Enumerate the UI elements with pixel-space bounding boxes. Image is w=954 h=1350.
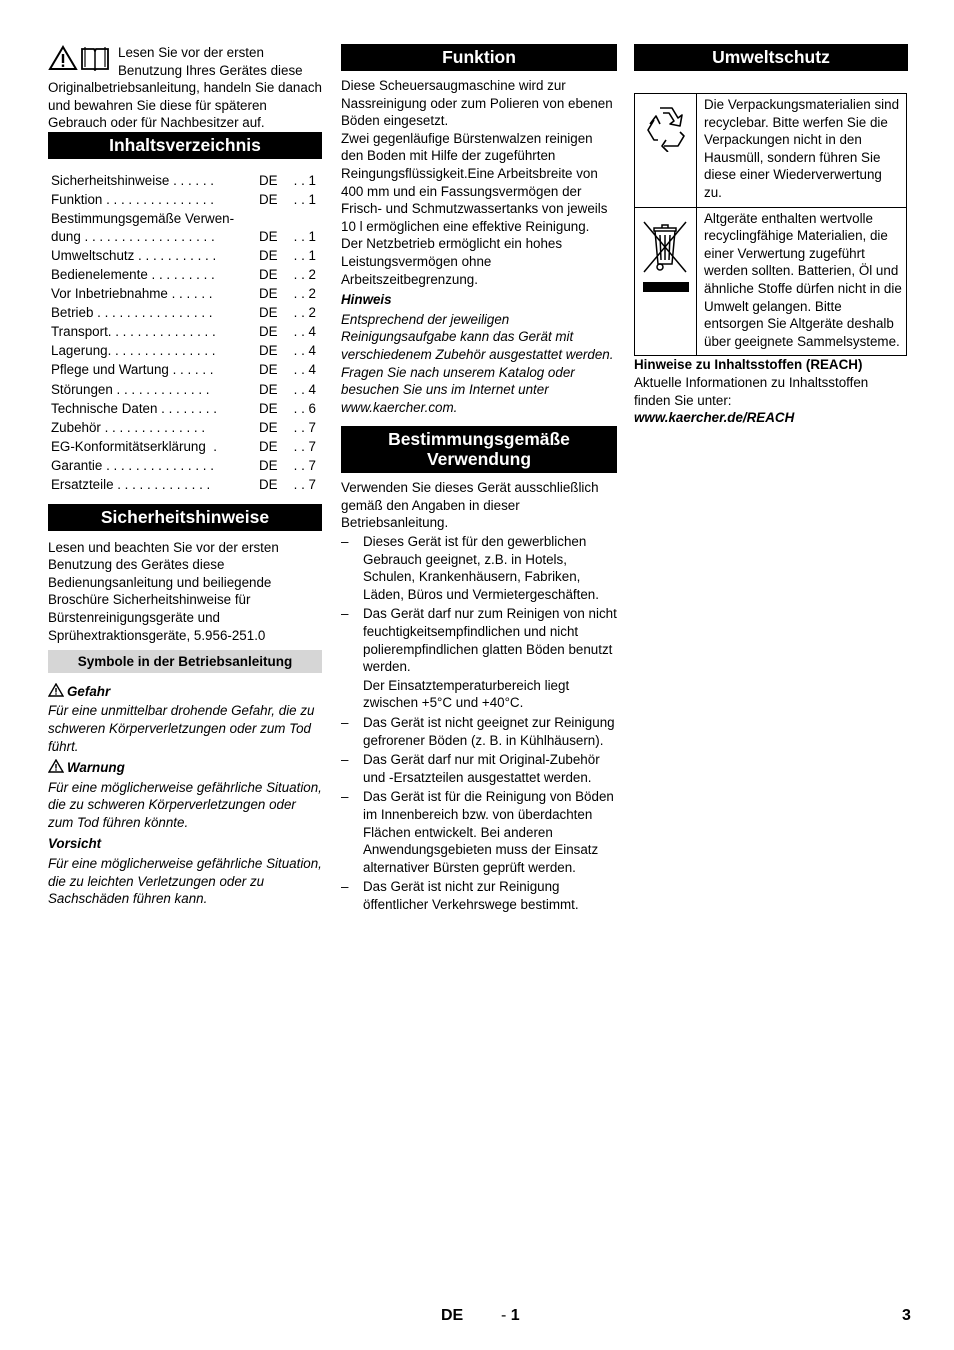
column-right (634, 44, 908, 427)
toc-row[interactable] (48, 381, 322, 399)
toc-row[interactable] (48, 323, 322, 341)
danger-label: Gefahr (67, 683, 111, 699)
list-item: – Das Gerät ist für die Reinigung von Böden im Innenbereich bzw. von überdachten Flächen entwickelt. Bei anderen Anwendungsgebieten muss der Einsatz alternativer Bürsten geprüft werden. (341, 789, 614, 875)
toc-entry-lang: DE (259, 247, 278, 263)
toc-entry-page: . . 1 (293, 228, 316, 244)
toc-entry-page: . . 1 (293, 192, 316, 208)
intro-text: Lesen Sie vor der ersten Benutzung Ihres Gerätes diese Originalbetriebsanleitung, handeln Sie danach und bewahren Sie diese für späteren Gebrauch oder für Nachbesitzer auf. (48, 45, 322, 131)
toc-entry-title: Betrieb . . . . . . . . . . . . . . . . (51, 305, 213, 321)
reach-text: Aktuelle Informationen zu Inhaltsstoffen finden Sie unter: (634, 374, 869, 408)
intended-use-intro: Verwenden Sie dieses Gerät ausschließlich gemäß den Angaben in dieser Betriebsanleitung. (341, 480, 599, 531)
toc-entry-page: . . 7 (293, 438, 316, 454)
disposal-text: Altgeräte enthalten wertvolle recyclingfähige Materialien, die einer Verwertung zugeführt werden sollten. Batterien, Öl und ähnliche Stoffe dürfen nicht in die Umwelt gelangen. Bitte entsorgen Sie Altgeräte deshalb über geeignete Sammelsysteme. (704, 210, 902, 349)
table-row (635, 94, 906, 207)
packaging-text: Die Verpackungsmaterialien sind recyclebar. Bitte werfen Sie die Verpackungen nicht in den Hausmüll, sondern führen Sie diese einer Wiederverwertung zu. (704, 97, 900, 200)
toc-entry-page: . . 1 (293, 247, 316, 263)
table-row (635, 207, 906, 356)
environment-heading: Umweltschutz (634, 44, 908, 71)
safety-text: Lesen und beachten Sie vor der ersten Benutzung des Gerätes diese Bedienungsanleitung und beiliegende Broschüre Sicherheitshinweise für Bürstenreinigungsgeräte und Sprühextraktionsgeräte, 5.956-251.0 (48, 539, 279, 643)
column-middle (341, 44, 617, 914)
toc-row[interactable] (48, 247, 322, 265)
warning-label: Warnung (67, 760, 125, 776)
list-item: – Das Gerät darf nur zum Reinigen von nicht feuchtigkeitsempfindlichen und nicht polierempfindlichen glatten Böden benutzt werden. Der Einsatztemperaturbereich liegt zwischen +5°C und +40°C. (341, 606, 617, 711)
toc-entry-lang: DE (259, 362, 278, 378)
toc-entry-title: Pflege und Wartung . . . . . . (51, 362, 214, 378)
toc-entry-lang: DE (259, 228, 278, 244)
reach-heading: Hinweise zu Inhaltsstoffen (REACH) (634, 357, 863, 373)
toc-row[interactable] (48, 400, 322, 418)
list-item: – Das Gerät darf nur mit Original-Zubehör und -Ersatzteilen ausgestattet werden. (341, 752, 600, 785)
toc-row[interactable] (48, 228, 322, 246)
toc-entry-page: . . 2 (293, 286, 316, 302)
manual-book-icon (80, 45, 110, 71)
warning-text: Für eine möglicherweise gefährliche Situation, die zu schweren Körperverletzungen oder zum Tod führen könnte. (48, 779, 322, 830)
toc-row[interactable] (48, 172, 322, 190)
toc-entry-page: . . 4 (293, 381, 316, 397)
toc-entry-page: . . 2 (293, 266, 316, 282)
toc-row[interactable] (48, 191, 322, 209)
toc-entry-page: . . 4 (293, 362, 316, 378)
toc-entry-title: EG-Konformitätserklärung . (51, 438, 217, 454)
page-number: 3 (902, 1307, 911, 1324)
danger-label-row (48, 683, 322, 701)
note-label: Hinweis (341, 292, 392, 308)
toc-row[interactable] (48, 476, 322, 494)
toc-entry-lang: DE (259, 266, 278, 282)
toc-row[interactable] (48, 266, 322, 284)
toc-entry-title: Technische Daten . . . . . . . . (51, 400, 217, 416)
toc-entry-title: Garantie . . . . . . . . . . . . . . . (51, 457, 214, 473)
table-of-contents (48, 172, 322, 494)
toc-entry-title: Vor Inbetriebnahme . . . . . . (51, 286, 213, 302)
toc-entry-page: . . 7 (293, 419, 316, 435)
toc-entry-title: Bestimmungsgemäße Verwen- (51, 211, 235, 227)
toc-entry-lang: DE (259, 419, 278, 435)
toc-entry-lang: DE (259, 305, 278, 321)
toc-entry-lang: DE (259, 172, 278, 188)
toc-entry-page: . . 4 (293, 324, 316, 340)
toc-entry-page: . . 6 (293, 400, 316, 416)
symbols-heading: Symbole in der Betriebsanleitung (48, 650, 322, 673)
intended-use-heading: Bestimmungsgemäße Verwendung (341, 426, 617, 473)
intro-block (48, 44, 322, 132)
recycling-icon (640, 102, 692, 152)
toc-entry-lang: DE (259, 381, 278, 397)
toc-entry-lang: DE (259, 286, 278, 302)
crossed-out-wheelie-bin-icon (640, 218, 692, 294)
toc-entry-lang: DE (259, 438, 278, 454)
toc-row[interactable] (48, 210, 322, 228)
toc-entry-page: . . 7 (293, 457, 316, 473)
toc-row[interactable] (48, 361, 322, 379)
toc-heading: Inhaltsverzeichnis (48, 132, 322, 159)
note-text-1: Entsprechend der jeweiligen Reinigungsaufgabe kann das Gerät mit verschiedenem Zubehör ausgestattet werden. (341, 311, 614, 362)
toc-entry-title: Bedienelemente . . . . . . . . . (51, 266, 215, 282)
function-p2: Zwei gegenläufige Bürstenwalzen reinigen den Boden mit Hilfe der zugeführten Reingungsflüssigkeit.Eine Arbeitsbreite von 400 mm und ein Fassungsvermögen der Frisch- und Schmutzwassertanks von jeweils 10 l ermöglichen eine effektive Reinigung. (341, 130, 608, 234)
warning-triangle-icon (48, 45, 78, 71)
toc-entry-title: Ersatzteile . . . . . . . . . . . . . (51, 476, 211, 492)
list-item: – Das Gerät ist nicht geeignet zur Reinigung gefrorener Böden (z. B. in Kühlhäusern). (341, 715, 615, 748)
toc-entry-lang: DE (259, 476, 278, 492)
function-p3: Der Netzbetrieb ermöglicht ein hohes Leistungsvermögen ohne Arbeitszeitbegrenzung. (341, 236, 563, 287)
toc-entry-title: Umweltschutz . . . . . . . . . . . (51, 247, 217, 263)
warning-triangle-icon (48, 683, 64, 697)
environment-table (634, 93, 907, 356)
toc-entry-page: . . 2 (293, 305, 316, 321)
note-text-2: Fragen Sie nach unserem Katalog oder besuchen Sie uns im Internet unter www.kaercher.com. (341, 364, 575, 415)
list-item: – Dieses Gerät ist für den gewerblichen Gebrauch geeignet, z.B. in Hotels, Schulen, Krankenhäusern, Fabriken, Läden, Büros und Vermietergeschäften. (341, 534, 599, 602)
footer-section-page: - 1 (501, 1307, 520, 1324)
toc-entry-title: Zubehör . . . . . . . . . . . . . . (51, 419, 206, 435)
toc-entry-title: Lagerung. . . . . . . . . . . . . . . (51, 343, 216, 359)
toc-entry-lang: DE (259, 343, 278, 359)
toc-row[interactable] (48, 342, 322, 360)
toc-entry-title: dung . . . . . . . . . . . . . . . . . . (51, 228, 215, 244)
toc-row[interactable] (48, 438, 322, 456)
toc-row[interactable] (48, 285, 322, 303)
danger-text: Für eine unmittelbar drohende Gefahr, die zu schweren Körperverletzungen oder zum Tod führt. (48, 703, 315, 754)
toc-entry-lang: DE (259, 457, 278, 473)
toc-entry-lang: DE (259, 324, 278, 340)
toc-entry-lang: DE (259, 400, 278, 416)
toc-entry-page: . . 7 (293, 476, 316, 492)
function-heading: Funktion (341, 44, 617, 71)
function-p1: Diese Scheuersaugmaschine wird zur Nassreinigung oder zum Polieren von ebenen Böden eingesetzt. (341, 78, 613, 129)
toc-row[interactable] (48, 304, 322, 322)
toc-entry-title: Störungen . . . . . . . . . . . . . (51, 381, 210, 397)
column-left (48, 44, 322, 908)
toc-row[interactable] (48, 457, 322, 475)
toc-entry-lang: DE (259, 192, 278, 208)
footer-language: DE (441, 1307, 464, 1324)
toc-row[interactable] (48, 419, 322, 437)
safety-heading: Sicherheitshinweise (48, 504, 322, 531)
warning-label-row (48, 759, 322, 777)
toc-entry-title: Sicherheitshinweise . . . . . . (51, 172, 214, 188)
toc-entry-page: . . 1 (293, 172, 316, 188)
intro-icons (48, 45, 114, 71)
warning-triangle-icon (48, 759, 64, 773)
reach-link[interactable]: www.kaercher.de/REACH (634, 410, 795, 426)
caution-text: Für eine möglicherweise gefährliche Situation, die zu leichten Verletzungen oder zu Sachschäden führen kann. (48, 856, 322, 907)
temperature-note: Der Einsatztemperaturbereich liegt zwischen +5°C und +40°C. (363, 677, 570, 711)
toc-entry-page: . . 4 (293, 343, 316, 359)
toc-entry-title: Transport. . . . . . . . . . . . . . . (51, 324, 216, 340)
toc-entry-title: Funktion . . . . . . . . . . . . . . . (51, 192, 214, 208)
caution-label: Vorsicht (48, 836, 102, 852)
list-item: – Das Gerät ist nicht zur Reinigung öffentlicher Verkehrswege bestimmt. (341, 879, 579, 912)
